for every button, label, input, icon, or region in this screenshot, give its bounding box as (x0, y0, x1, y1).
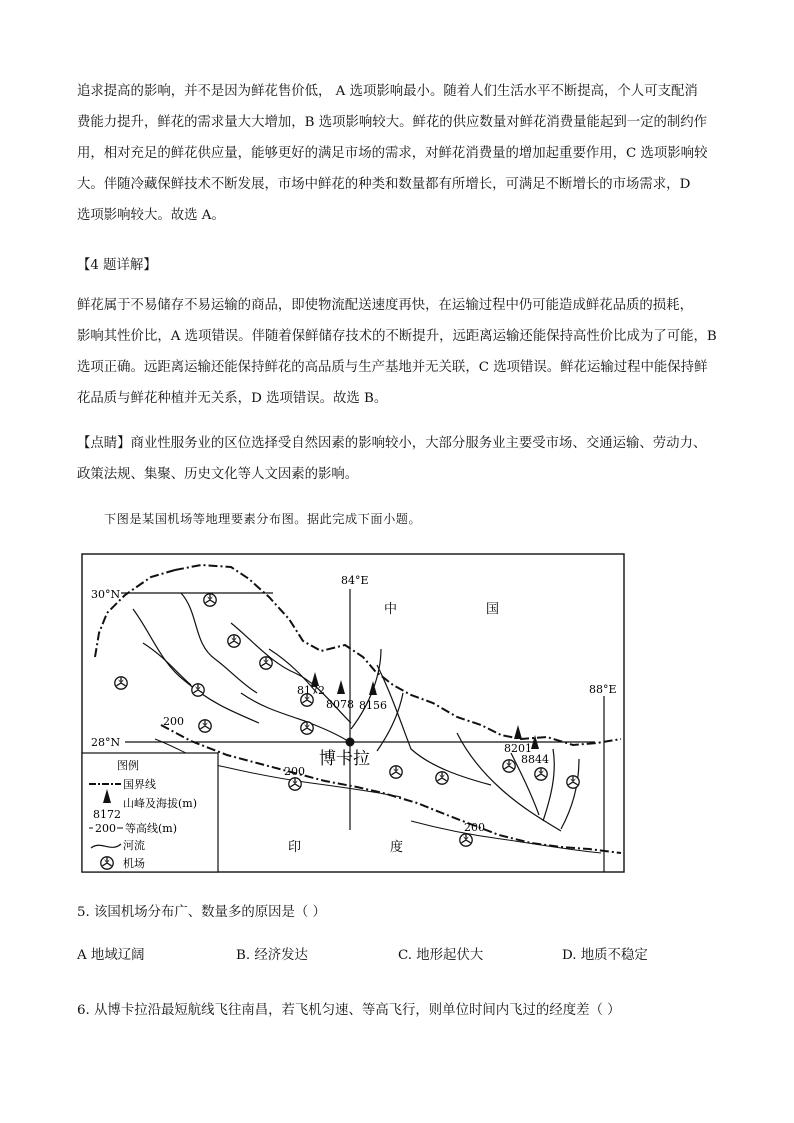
text-line: 花品质与鲜花种植并无关系，D 选项错误。故选 B。 (77, 391, 388, 406)
contour-label: 200 (163, 715, 184, 728)
city-label: 博卡拉 (319, 749, 370, 769)
text-line: 影响其性价比，A 选项错误。伴随着保鲜储存技术的不断提升，远距离运输还能保持高性价比成为了可能，B (77, 329, 717, 344)
airport-icon (567, 776, 579, 788)
peak-label: 8844 (521, 753, 549, 766)
peak-label: 8078 (326, 698, 354, 711)
airport-icon (260, 657, 272, 669)
contour-label: 200 (464, 821, 485, 834)
comment-block (77, 428, 741, 490)
city-marker (346, 738, 355, 747)
text-line: 政策法规、集聚、历史文化等人文因素的影响。 (77, 467, 359, 482)
china-label-2: 国 (486, 602, 500, 617)
lon-84-label: 84°E (341, 574, 369, 587)
text-line: 追求提高的影响，并不是因为鲜花售价低， A 选项影响最小。随着人们生活水平不断提高，个人可支配消 (77, 84, 698, 99)
peak-label: 8172 (297, 684, 325, 697)
q5-option-a[interactable]: A 地域辽阔 (77, 948, 145, 963)
airport-icon (289, 778, 301, 790)
airport-icon (228, 635, 240, 647)
map-legend (82, 753, 218, 872)
airport-icon (436, 772, 448, 784)
analysis-q4 (77, 290, 741, 414)
map-intro: 下图是某国机场等地理要素分布图。据此完成下面小题。 (104, 512, 422, 526)
legend-title: 图例 (117, 759, 139, 772)
contour-label: 200 (284, 765, 305, 778)
airport-map (81, 553, 625, 873)
peak-label: 8201 (504, 742, 532, 755)
airport-icon (503, 760, 515, 772)
text-line: 大。伴随冷藏保鲜技术不断发展，市场中鲜花的种类和数量都有所增长，可满足不断增长的市场需求，D (77, 177, 691, 192)
text-line: 选项影响较大。故选 A。 (77, 208, 225, 223)
airport-icon (115, 677, 127, 689)
legend-contour-label: 等高线(m) (125, 822, 178, 835)
legend-airport-label: 机场 (123, 857, 145, 870)
legend-border-label: 国界线 (123, 778, 156, 791)
lat-30-label: 30°N (91, 588, 121, 601)
airport-icon (301, 722, 313, 734)
lat-28-label: 28°N (91, 736, 121, 749)
india-label-1: 印 (288, 840, 302, 855)
airport-icon (460, 834, 472, 846)
q5-option-c[interactable]: C. 地形起伏大 (398, 948, 484, 963)
airport-icon (199, 720, 211, 732)
text-line: 费能力提升，鲜花的需求量大大增加，B 选项影响较大。鲜花的供应数量对鲜花消费量能起到一定的制约作 (77, 115, 708, 130)
india-label-2: 度 (390, 840, 404, 855)
text-line: 鲜花属于不易储存不易运输的商品，即使物流配送速度再快，在运输过程中仍可能造成鲜花品质的损耗， (77, 298, 693, 313)
legend-peak-sample: 8172 (93, 808, 121, 821)
airport-icon (101, 857, 113, 869)
analysis-q3 (77, 76, 741, 231)
legend-peak-label: 山峰及海拔(m) (123, 797, 198, 810)
text-line: 【点睛】商业性服务业的区位选择受自然因素的影响较小，大部分服务业主要受市场、交通运输、劳动力、 (77, 436, 707, 451)
q4-heading: 【4 题详解】 (77, 258, 157, 273)
airport-icon (192, 684, 204, 696)
text-line: 用，相对充足的鲜花供应量，能够更好的满足市场的需求，对鲜花消费量的增加起重要作用，C 选项影响较 (77, 146, 708, 161)
airport-icon (204, 594, 216, 606)
airport-icon (390, 766, 402, 778)
q5-stem: 5. 该国机场分布广、数量多的原因是（ ） (77, 905, 326, 920)
china-label-1: 中 (384, 602, 398, 617)
text-line: 选项正确。远距离运输还能保持鲜花的高品质与生产基地并无关联，C 选项错误。鲜花运输过程中能保持鲜 (77, 360, 708, 375)
q5-option-b[interactable]: B. 经济发达 (236, 948, 308, 963)
legend-contour-sample: 200 (95, 822, 116, 835)
airport-icon (535, 768, 547, 780)
q6-stem: 6. 从博卡拉沿最短航线飞往南昌，若飞机匀速、等高飞行，则单位时间内飞过的经度差（ ） (77, 1003, 621, 1018)
legend-river-label: 河流 (123, 839, 145, 852)
peak-label: 8156 (359, 699, 387, 712)
q5-option-d[interactable]: D. 地质不稳定 (562, 948, 648, 963)
lon-88-label: 88°E (589, 683, 617, 696)
